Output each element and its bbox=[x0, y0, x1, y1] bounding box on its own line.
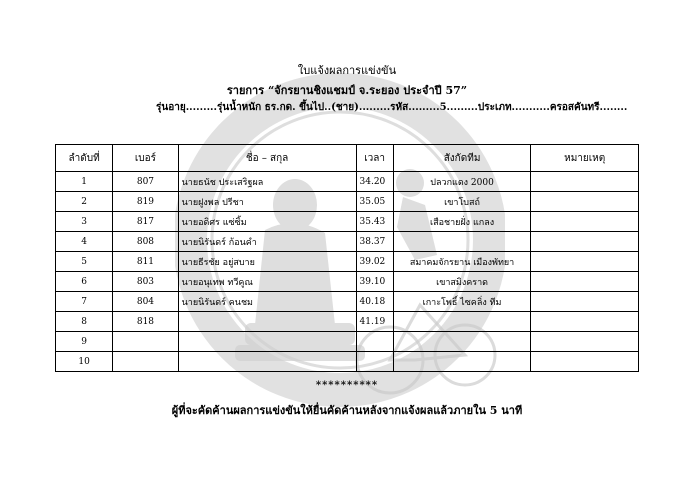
table-header-row bbox=[56, 145, 639, 172]
cell-number: 818 bbox=[113, 312, 178, 332]
column-header-rank: ลำดับที่ bbox=[56, 145, 113, 172]
cell-note bbox=[531, 232, 639, 252]
separator-stars: ********** bbox=[315, 380, 379, 391]
cell-note bbox=[531, 292, 639, 312]
table-row bbox=[56, 232, 639, 252]
cell-time: 41.19 bbox=[356, 312, 393, 332]
table-row bbox=[56, 192, 639, 212]
cell-name: นายธีรชัย อยู่สบาย bbox=[178, 252, 356, 272]
cell-note bbox=[531, 192, 639, 212]
cell-rank: 8 bbox=[56, 312, 113, 332]
cell-number: 819 bbox=[113, 192, 178, 212]
cell-name bbox=[178, 352, 356, 372]
cell-time: 35.43 bbox=[356, 212, 393, 232]
cell-team bbox=[393, 332, 531, 352]
cell-number bbox=[113, 332, 178, 352]
table-row bbox=[56, 332, 639, 352]
cell-team: สมาคมจักรยาน เมืองพัทยา bbox=[393, 252, 531, 272]
cell-time: 40.18 bbox=[356, 292, 393, 312]
cell-number: 811 bbox=[113, 252, 178, 272]
cell-time: 34.20 bbox=[356, 172, 393, 192]
table-row bbox=[56, 352, 639, 372]
cell-name: นายอนุเทพ ทวีคูณ bbox=[178, 272, 356, 292]
cell-name: นายอดิศร แซ่ซิ้ม bbox=[178, 212, 356, 232]
column-header-note: หมายเหตุ bbox=[531, 145, 639, 172]
cell-number: 803 bbox=[113, 272, 178, 292]
cell-time bbox=[356, 332, 393, 352]
cell-rank: 10 bbox=[56, 352, 113, 372]
cell-rank: 9 bbox=[56, 332, 113, 352]
cell-team: ปลวกแดง 2000 bbox=[393, 172, 531, 192]
table-row bbox=[56, 252, 639, 272]
cell-name bbox=[178, 312, 356, 332]
cell-time: 39.02 bbox=[356, 252, 393, 272]
cell-number: 804 bbox=[113, 292, 178, 312]
event-title: รายการ “จักรยานชิงแชมป์ จ.ระยอง ประจำปี 57” bbox=[226, 84, 468, 97]
column-header-time: เวลา bbox=[356, 145, 393, 172]
cell-time: 39.10 bbox=[356, 272, 393, 292]
cell-rank: 3 bbox=[56, 212, 113, 232]
cell-number: 808 bbox=[113, 232, 178, 252]
protest-note: ผู้ที่จะคัดค้านผลการแข่งขันให้ยื่นคัดค้านหลังจากแจ้งผลแล้วภายใน 5 นาที bbox=[171, 404, 523, 417]
table-row bbox=[56, 312, 639, 332]
cell-time: 38.37 bbox=[356, 232, 393, 252]
table-row bbox=[56, 272, 639, 292]
cell-number: 817 bbox=[113, 212, 178, 232]
cell-name: นายนิรันดร์ ก้อนคำ bbox=[178, 232, 356, 252]
cell-note bbox=[531, 252, 639, 272]
cell-team bbox=[393, 312, 531, 332]
cell-note bbox=[531, 312, 639, 332]
category-line: รุ่นอายุ.........รุ่นน้ำหนัก ธร.กด. ขึ้นไป..(ชาย).........รหัส.........5.........ประเภท...........ครอสคันทรี........ bbox=[156, 102, 628, 113]
document-title: ใบแจ้งผลการแข่งขัน bbox=[297, 64, 397, 77]
cell-team bbox=[393, 352, 531, 372]
cell-note bbox=[531, 352, 639, 372]
cell-rank: 4 bbox=[56, 232, 113, 252]
cell-name: นายฝูงพล ปรีชา bbox=[178, 192, 356, 212]
cell-team bbox=[393, 232, 531, 252]
table-row bbox=[56, 172, 639, 192]
cell-name: นายธนัช ประเสริฐผล bbox=[178, 172, 356, 192]
cell-name bbox=[178, 332, 356, 352]
column-header-name: ชื่อ – สกุล bbox=[178, 145, 356, 172]
cell-team: เสือชายฝั่ง แกลง bbox=[393, 212, 531, 232]
cell-number: 807 bbox=[113, 172, 178, 192]
cell-time: 35.05 bbox=[356, 192, 393, 212]
cell-time bbox=[356, 352, 393, 372]
cell-note bbox=[531, 272, 639, 292]
column-header-number: เบอร์ bbox=[113, 145, 178, 172]
cell-note bbox=[531, 172, 639, 192]
cell-team: เขาโบสถ์ bbox=[393, 192, 531, 212]
cell-note bbox=[531, 332, 639, 352]
cell-rank: 5 bbox=[56, 252, 113, 272]
cell-rank: 2 bbox=[56, 192, 113, 212]
cell-name: นายนิรันดร์ คนชม bbox=[178, 292, 356, 312]
column-header-team: สังกัดทีม bbox=[393, 145, 531, 172]
cell-note bbox=[531, 212, 639, 232]
table-row bbox=[56, 292, 639, 312]
cell-rank: 7 bbox=[56, 292, 113, 312]
table-row bbox=[56, 212, 639, 232]
cell-team: เขาสมิงคราด bbox=[393, 272, 531, 292]
cell-team: เกาะโพธิ์ ไซคลิ่ง ทีม bbox=[393, 292, 531, 312]
cell-rank: 6 bbox=[56, 272, 113, 292]
cell-rank: 1 bbox=[56, 172, 113, 192]
cell-number bbox=[113, 352, 178, 372]
results-table bbox=[55, 144, 639, 372]
